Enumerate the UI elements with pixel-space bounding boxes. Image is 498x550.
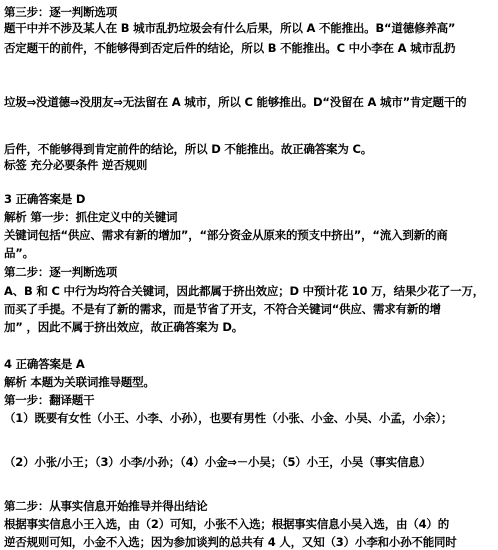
paragraph-line: 加” ，因此不属于挤出效应，故正确答案为 D。 xyxy=(4,320,244,334)
step-heading: 第一步：翻译题干 xyxy=(4,393,95,407)
paragraph-line: 题干中并不涉及某人在 B 城市乱扔垃圾会有什么后果，所以 A 不能推出。B“道德修养高” xyxy=(4,21,456,35)
analysis-line: 解析 本题为关联词推导题型。 xyxy=(4,375,155,389)
paragraph-line: 后件，不能够得到肯定前件的结论，所以 D 不能推出。故正确答案为 C。 xyxy=(4,142,372,156)
answer-heading: 4 正确答案是 A xyxy=(4,357,85,371)
step-heading: 第二步：从事实信息开始推导并得出结论 xyxy=(4,499,208,513)
paragraph-line: 否定题干的前件，不能够得到否定后件的结论，所以 B 不能推出。C 中小李在 A 城市乱扔 xyxy=(4,41,456,55)
paragraph-line: 根据事实信息小王入选，由（2）可知，小张不入选；根据事实信息小吴入选，由（4）的 xyxy=(4,517,449,531)
paragraph-line: 逆否规则可知，小金不入选；因为参加谈判的总共有 4 人，又知（3）小李和小孙不能同时 xyxy=(4,535,457,549)
paragraph-line: 垃圾⇒没道德⇒没朋友⇒无法留在 A 城市，所以 C 能够推出。D“没留在 A 城市”肯定题干的 xyxy=(4,95,467,109)
paragraph-line: （1）既要有女性（小王、小李、小孙），也要有男性（小张、小金、小吴、小孟，小余）； xyxy=(4,411,453,425)
answer-heading: 3 正确答案是 D xyxy=(4,192,86,206)
paragraph-line: 关键词包括“供应、需求有新的增加”，“部分资金从原来的预支中挤出”，“流入到新的商 xyxy=(4,228,448,242)
step-heading: 第二步：逐一判断选项 xyxy=(4,265,117,279)
analysis-line: 解析 第一步：抓住定义中的关键词 xyxy=(4,210,178,224)
step-heading: 第三步：逐一判断选项 xyxy=(4,5,117,19)
paragraph-line: 而买了手提。不是有了新的需求，而是节省了开支，不符合关键词“供应、需求有新的增 xyxy=(4,302,441,316)
paragraph-line: A、B 和 C 中行为均符合关键词，因此都属于挤出效应；D 中预计花 10 万，结果少花了一万， xyxy=(4,284,485,298)
paragraph-line: 品”。 xyxy=(4,246,34,260)
tags-line: 标签 充分必要条件 逆否规则 xyxy=(4,158,148,172)
paragraph-line: （2）小张/小王；（3）小李/小孙；（4）小金⇒－小吴；（5）小王，小吴（事实信息） xyxy=(4,455,431,469)
